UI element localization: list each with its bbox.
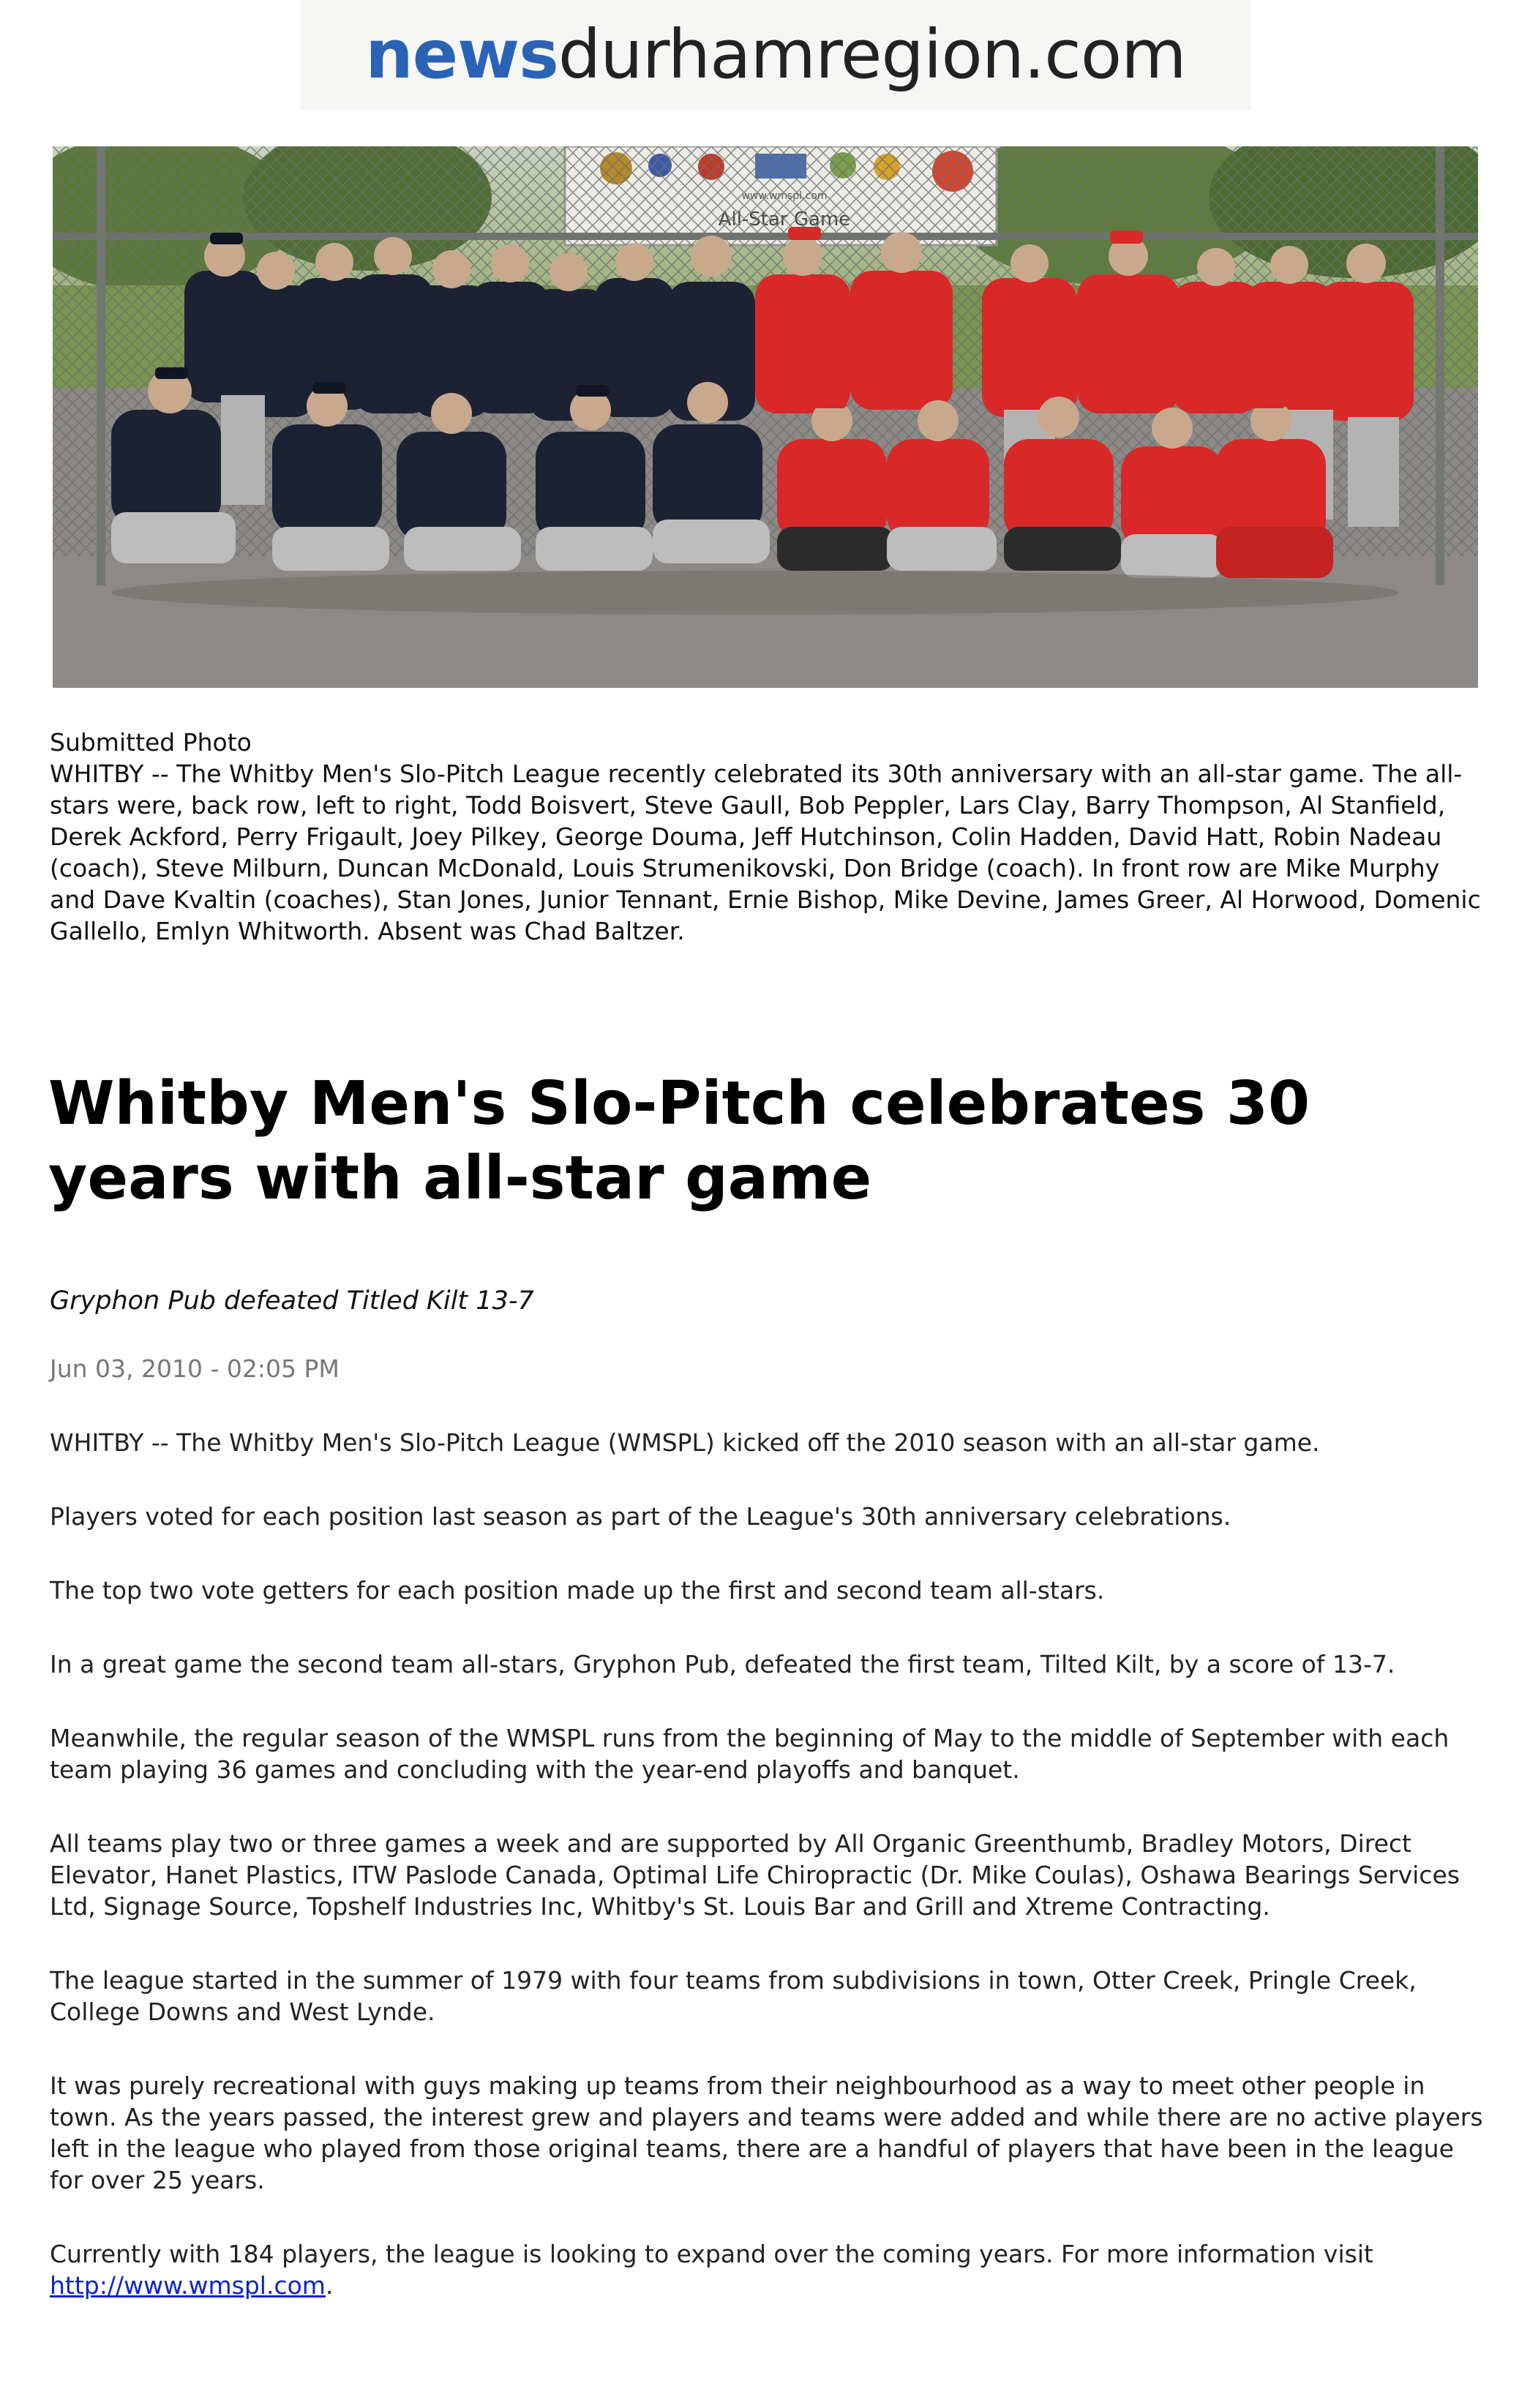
article-paragraph: Players voted for each position last season as part of the League's 30th anniversary celebrations. [50, 1502, 1231, 1531]
article-body [50, 1427, 1484, 2344]
article-date: Jun 03, 2010 - 02:05 PM [50, 1354, 340, 1383]
article-paragraph: In a great game the second team all-stars, Gryphon Pub, defeated the first team, Tilted Kilt, by a score of 13-7. [50, 1650, 1395, 1679]
photo-credit: Submitted Photo [50, 728, 252, 757]
last-paragraph-end: . [325, 2271, 334, 2300]
article-headline: Whitby Men's Slo-Pitch celebrates 30 years with all-star game [48, 1069, 1310, 1213]
article-paragraph: Meanwhile, the regular season of the WMSPL runs from the beginning of May to the middle of September with each team playing 36 games and concluding with the year-end playoffs and banquet. [50, 1724, 1450, 1784]
last-paragraph-text: Currently with 184 players, the league is looking to expand over the coming years. For more information visit [50, 2240, 1373, 2268]
article-paragraph: WHITBY -- The Whitby Men's Slo-Pitch League (WMSPL) kicked off the 2010 season with an all-star game. [50, 1428, 1320, 1457]
site-logo[interactable] [365, 15, 1186, 94]
article-paragraph: All teams play two or three games a week and are supported by All Organic Greenthumb, Bradley Motors, Direct Elevator, Hanet Plastics, ITW Paslode Canada, Optimal Life Chiropractic (Dr. Mike Coulas), Oshawa Bearings Services Ltd, Signage Source, Topshelf Industries Inc, Whitby's St. Louis Bar and Grill and Xtreme Contracting. [50, 1829, 1460, 1921]
logo-domain: durhamregion.com [558, 15, 1186, 94]
article-paragraph: The league started in the summer of 1979 with four teams from subdivisions in town, Otter Creek, Pringle Creek, College Downs and West Lynde. [50, 1966, 1417, 2026]
site-masthead[interactable] [300, 0, 1251, 110]
caption-text: WHITBY -- The Whitby Men's Slo-Pitch League recently celebrated its 30th anniversary with an all-star game. The all-stars were, back row, left to right, Todd Boisvert, Steve Gaull, Bob Peppler, Lars Clay, Barry Thompson, Al Stanfield, Derek Ackford, Perry Frigault, Joey Pilkey, George Douma, Jeff Hutchinson, Colin Hadden, David Hatt, Robin Nadeau (coach), Steve Milburn, Duncan McDonald, Louis Strumenikovski, Don Bridge (coach). In front row are Mike Murphy and Dave Kvaltin (coaches), Stan Jones, Junior Tennant, Ernie Bishop, Mike Devine, James Greer, Al Horwood, Domenic Gallello, Emlyn Whitworth. Absent was Chad Baltzer. [50, 759, 1481, 945]
article-subhead: Gryphon Pub defeated Titled Kilt 13-7 [50, 1286, 534, 1316]
logo-news: news [365, 15, 558, 94]
photo-caption [50, 727, 1484, 947]
article-paragraph: It was purely recreational with guys making up teams from their neighbourhood as a way to meet other people in town. As the years passed, the interest grew and players and teams were added and while there are no active players left in the league who played from those original teams, there are a handful of players that have been in the league for over 25 years. [50, 2071, 1483, 2194]
wmspl-link[interactable]: http://www.wmspl.com [50, 2271, 326, 2300]
article-paragraph-last [50, 2238, 1484, 2301]
team-photo [53, 146, 1478, 688]
article-paragraph: The top two vote getters for each position made up the first and second team all-stars. [50, 1576, 1105, 1605]
